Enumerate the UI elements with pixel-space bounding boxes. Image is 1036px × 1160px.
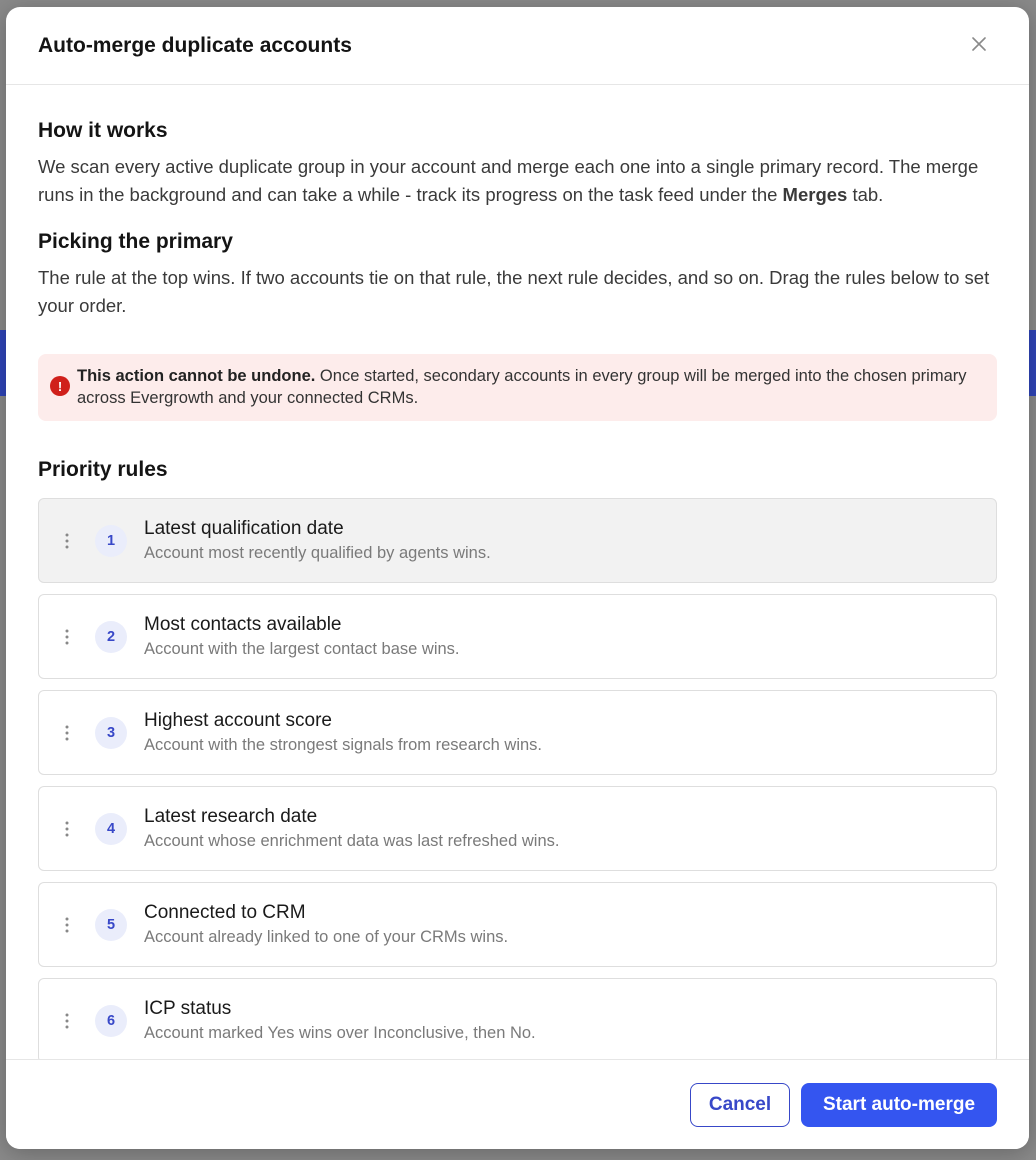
- how-it-works-text: We scan every active duplicate group in your account and merge each one into a single primary record. The merge runs in the background and can take a while - track its progress on the task feed under the Merges tab.: [38, 156, 979, 205]
- rule-title: Highest account score: [144, 710, 332, 731]
- picking-primary-text: The rule at the top wins. If two accounts tie on that rule, the next rule decides, and so on. Drag the rules below to set your order.: [38, 267, 990, 316]
- dialog-footer: [6, 1059, 1029, 1149]
- close-button[interactable]: [969, 34, 989, 54]
- rule-title: Most contacts available: [144, 614, 342, 635]
- error-icon: !: [50, 376, 70, 396]
- drag-handle-icon[interactable]: [39, 725, 95, 741]
- rule-rank: 2: [95, 621, 127, 653]
- rule-rank: 5: [95, 909, 127, 941]
- rule-description: Account with the strongest signals from research wins.: [144, 736, 543, 754]
- drag-handle-icon[interactable]: [39, 821, 95, 837]
- drag-handle-icon[interactable]: [39, 533, 95, 549]
- auto-merge-dialog: [6, 7, 1029, 1149]
- rule-item[interactable]: [38, 978, 997, 1059]
- rule-item[interactable]: [38, 498, 997, 583]
- rule-description: Account with the largest contact base wins.: [144, 640, 460, 658]
- rule-item[interactable]: [38, 786, 997, 871]
- close-icon: [972, 37, 986, 51]
- irreversible-warning: [38, 354, 997, 421]
- rule-title: Latest research date: [144, 806, 318, 827]
- drag-handle-icon[interactable]: [39, 917, 95, 933]
- drag-handle-icon[interactable]: [39, 1013, 95, 1029]
- picking-primary-heading: Picking the primary: [38, 230, 233, 253]
- rule-rank: 4: [95, 813, 127, 845]
- priority-rules-list: [38, 498, 997, 1059]
- rule-rank: 3: [95, 717, 127, 749]
- dialog-title: Auto-merge duplicate accounts: [38, 33, 352, 57]
- rule-description: Account most recently qualified by agents wins.: [144, 544, 491, 562]
- priority-rules-heading: Priority rules: [38, 458, 168, 481]
- rule-rank: 6: [95, 1005, 127, 1037]
- rule-description: Account whose enrichment data was last refreshed wins.: [144, 832, 560, 850]
- warning-text: This action cannot be undone. Once started, secondary accounts in every group will be merged into the chosen primary across Evergrowth and your connected CRMs.: [77, 367, 967, 407]
- drag-handle-icon[interactable]: [39, 629, 95, 645]
- merges-tab-name: Merges: [782, 183, 848, 205]
- rule-title: ICP status: [144, 998, 232, 1019]
- rule-title: Latest qualification date: [144, 518, 344, 539]
- rule-title: Connected to CRM: [144, 902, 306, 923]
- rule-description: Account marked Yes wins over Inconclusive, then No.: [144, 1024, 536, 1042]
- cancel-button[interactable]: Cancel: [690, 1083, 790, 1127]
- rule-description: Account already linked to one of your CRMs wins.: [144, 928, 509, 946]
- rule-rank: 1: [95, 525, 127, 557]
- rule-item[interactable]: [38, 882, 997, 967]
- dialog-body: [6, 86, 1029, 1059]
- start-auto-merge-button[interactable]: Start auto-merge: [801, 1083, 997, 1127]
- rule-item[interactable]: [38, 594, 997, 679]
- rule-item[interactable]: [38, 690, 997, 775]
- dialog-header: [6, 7, 1029, 85]
- background-accent-right: [1028, 330, 1036, 396]
- how-it-works-heading: How it works: [38, 119, 168, 142]
